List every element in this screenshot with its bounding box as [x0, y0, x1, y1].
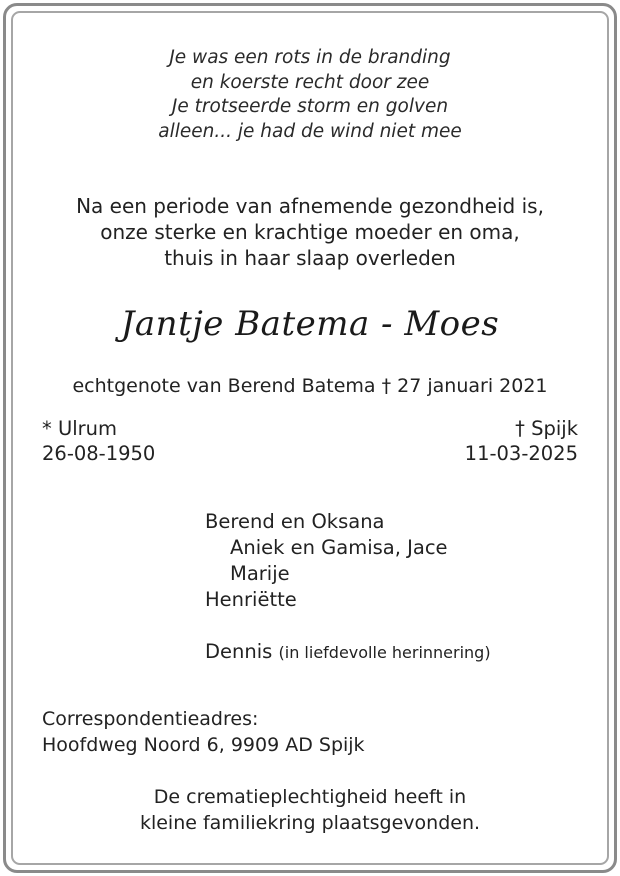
- announcement-text: [0, 193, 620, 271]
- birth-place: * Ulrum: [42, 417, 118, 440]
- address-label: Correspondentieadres:: [42, 708, 259, 730]
- poem: [0, 46, 620, 144]
- address-line: Hoofdweg Noord 6, 9909 AD Spijk: [42, 734, 365, 756]
- memorial-note: (in liefdevolle herinnering): [278, 643, 491, 662]
- death-date: 11-03-2025: [464, 442, 578, 465]
- family-member-memorial: [205, 639, 491, 666]
- poem-line: alleen... je had de wind niet mee: [158, 120, 462, 142]
- poem-line: en koerste recht door zee: [190, 71, 430, 93]
- announcement-line: Na een periode van afnemende gezondheid is,: [76, 194, 544, 218]
- deceased-name: Jantje Batema - Moes: [120, 304, 500, 344]
- death-info: [465, 416, 578, 466]
- closing-line: kleine familiekring plaatsgevonden.: [139, 812, 481, 834]
- family-member-name: Dennis: [205, 640, 273, 663]
- poem-line: Je trotseerde storm en golven: [171, 96, 449, 117]
- death-place: † Spijk: [515, 417, 578, 440]
- closing-text: [0, 784, 620, 836]
- family-list: [205, 509, 491, 666]
- birth-info: [42, 416, 155, 466]
- family-member: Marije: [230, 562, 290, 585]
- birth-date: 26-08-1950: [42, 442, 156, 465]
- correspondence-address: [42, 706, 365, 758]
- spouse-line: echtgenote van Berend Batema † 27 januari 2021: [72, 375, 548, 397]
- poem-line: Je was een rots in de branding: [169, 47, 451, 68]
- announcement-line: thuis in haar slaap overleden: [164, 246, 456, 270]
- spacer: [205, 613, 491, 639]
- family-member: Aniek en Gamisa, Jace: [230, 536, 448, 559]
- announcement-line: onze sterke en krachtige moeder en oma,: [100, 220, 520, 244]
- family-member: Berend en Oksana: [205, 510, 385, 533]
- closing-line: De crematieplechtigheid heeft in: [153, 786, 467, 808]
- family-member: Henriëtte: [205, 588, 297, 611]
